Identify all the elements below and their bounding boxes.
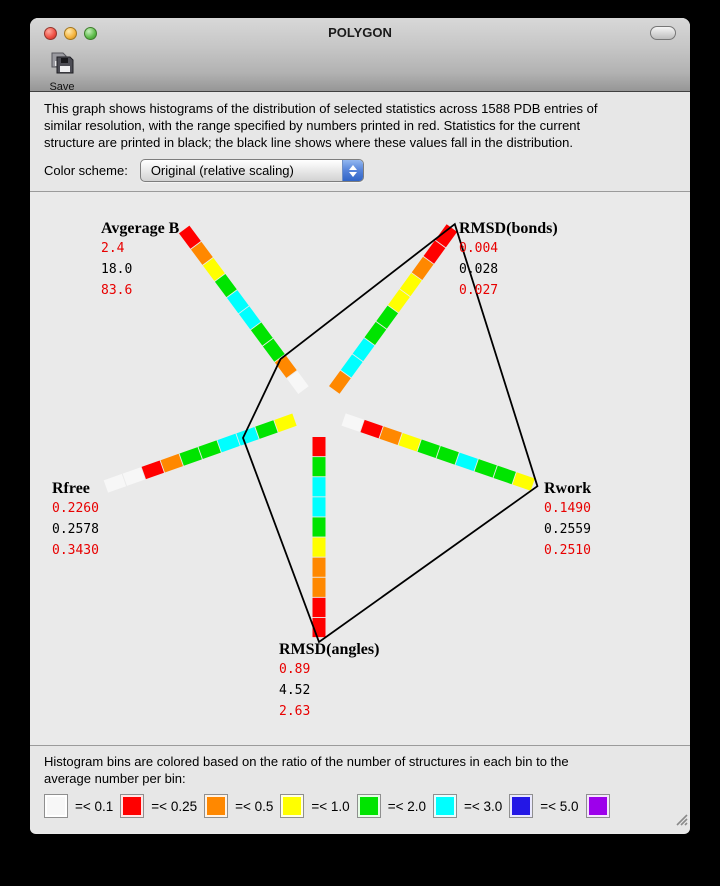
axis-min: 0.1490 bbox=[544, 501, 591, 516]
histogram-bin-orange bbox=[379, 426, 401, 445]
histogram-bin-red bbox=[360, 420, 382, 439]
resize-grip[interactable] bbox=[673, 811, 688, 831]
histogram-bin-white bbox=[104, 474, 126, 493]
histogram-bin-orange bbox=[161, 454, 183, 473]
legend-text-line: average number per bin: bbox=[44, 771, 186, 786]
legend-swatch-green bbox=[357, 794, 381, 818]
axis-value: 4.52 bbox=[279, 683, 311, 698]
legend-panel bbox=[30, 745, 690, 833]
save-icon bbox=[49, 51, 76, 80]
histogram-bin-green bbox=[475, 459, 497, 478]
axis-rmsd-angles bbox=[279, 640, 379, 722]
histogram-bin-green bbox=[417, 439, 439, 458]
axis-max: 0.027 bbox=[459, 283, 499, 298]
legend-swatch-orange bbox=[204, 794, 228, 818]
axis-value: 0.028 bbox=[459, 262, 499, 277]
axis-average-b bbox=[101, 219, 179, 301]
histogram-bin-cyan bbox=[455, 453, 477, 472]
description-line: structure are printed in black; the black line shows where these values fall in the distribution. bbox=[44, 135, 573, 150]
axis-title: RMSD(angles) bbox=[279, 641, 380, 658]
axis-value: 0.2578 bbox=[52, 522, 99, 537]
legend-bin-label: =< 2.0 bbox=[387, 798, 426, 814]
legend-bins-row bbox=[44, 794, 676, 818]
legend-swatch-white bbox=[44, 794, 68, 818]
legend-bin-label: =< 0.5 bbox=[235, 798, 274, 814]
axis-rwork bbox=[544, 479, 591, 561]
legend-swatch-blue bbox=[509, 794, 533, 818]
polygon-window bbox=[30, 18, 690, 834]
axis-rfree bbox=[52, 479, 99, 561]
color-scheme-label: Color scheme: bbox=[44, 163, 128, 178]
legend-bin-label: =< 5.0 bbox=[540, 798, 579, 814]
toolbar-toggle-button[interactable] bbox=[650, 26, 676, 40]
histogram-bin-green bbox=[179, 447, 201, 466]
legend-bin-label: =< 0.25 bbox=[151, 798, 198, 814]
axis-value: 0.2559 bbox=[544, 522, 591, 537]
legend-bin-label: =< 1.0 bbox=[311, 798, 350, 814]
histogram-bin-green bbox=[255, 420, 277, 439]
histogram-bin-cyan bbox=[313, 477, 326, 496]
histogram-bin-green bbox=[436, 446, 458, 465]
legend-swatch-cyan bbox=[433, 794, 457, 818]
histogram-bin-red bbox=[142, 461, 164, 480]
axis-value: 18.0 bbox=[101, 262, 133, 277]
axis-max: 0.3430 bbox=[52, 543, 99, 558]
histogram-bin-green bbox=[313, 457, 326, 476]
axis-rmsd-bonds bbox=[459, 219, 558, 301]
legend-bin-label: =< 3.0 bbox=[463, 798, 503, 814]
description-line: similar resolution, with the range specified by numbers printed in red. Statistics for the current bbox=[44, 118, 581, 133]
axis-min: 0.89 bbox=[279, 662, 311, 677]
description-panel bbox=[30, 92, 690, 192]
legend-swatch-red bbox=[120, 794, 144, 818]
histogram-arm-rfree bbox=[104, 414, 297, 493]
histogram-bin-green bbox=[313, 517, 326, 536]
axis-title: Avgerage B bbox=[101, 220, 180, 237]
histogram-bin-yellow bbox=[313, 538, 326, 557]
histogram-bin-yellow bbox=[274, 414, 296, 433]
histogram-bin-yellow bbox=[513, 472, 535, 491]
histogram-bin-cyan bbox=[313, 497, 326, 516]
axis-title: Rfree bbox=[52, 480, 90, 497]
axis-max: 83.6 bbox=[101, 283, 133, 298]
axis-min: 0.2260 bbox=[52, 501, 99, 516]
histogram-bin-white bbox=[123, 467, 145, 486]
histogram-bin-yellow bbox=[398, 433, 420, 452]
axis-max: 2.63 bbox=[279, 704, 311, 719]
window-header bbox=[30, 18, 690, 92]
legend-swatch-purple bbox=[586, 794, 610, 818]
description-line: This graph shows histograms of the distribution of selected statistics across 1588 PDB entries of bbox=[44, 101, 598, 116]
color-scheme-dropdown[interactable] bbox=[140, 159, 364, 182]
titlebar[interactable] bbox=[30, 18, 690, 48]
histogram-bin-white bbox=[341, 413, 363, 432]
legend-text-line: Histogram bins are colored based on the ratio of the number of structures in each bin to the bbox=[44, 754, 569, 769]
histogram-bin-orange bbox=[313, 578, 326, 597]
legend-swatch-yellow bbox=[280, 794, 304, 818]
save-button-label: Save bbox=[49, 81, 75, 93]
save-button[interactable] bbox=[42, 51, 82, 91]
histogram-bin-green bbox=[198, 440, 220, 459]
axis-max: 0.2510 bbox=[544, 543, 591, 558]
legend-bin-label: =< 0.1 bbox=[75, 798, 114, 814]
histogram-arm-rmsd_bonds bbox=[329, 224, 457, 394]
chevron-up-down-icon bbox=[342, 160, 363, 181]
histogram-arm-average_b bbox=[179, 226, 309, 394]
histogram-bin-green bbox=[494, 466, 516, 485]
histogram-bin-cyan bbox=[217, 434, 239, 453]
color-scheme-value: Original (relative scaling) bbox=[150, 163, 294, 178]
polygon-plot-area bbox=[30, 192, 690, 745]
axis-min: 0.004 bbox=[459, 241, 499, 256]
histogram-bin-orange bbox=[313, 558, 326, 577]
axis-title: RMSD(bonds) bbox=[459, 220, 558, 237]
histogram-arm-rmsd_angles bbox=[313, 437, 326, 637]
window-title: POLYGON bbox=[328, 25, 392, 40]
axis-min: 2.4 bbox=[101, 241, 125, 256]
axis-title: Rwork bbox=[544, 480, 592, 497]
histogram-arm-rwork bbox=[341, 413, 534, 490]
histogram-bin-red bbox=[313, 598, 326, 617]
histogram-bin-red bbox=[313, 437, 326, 456]
